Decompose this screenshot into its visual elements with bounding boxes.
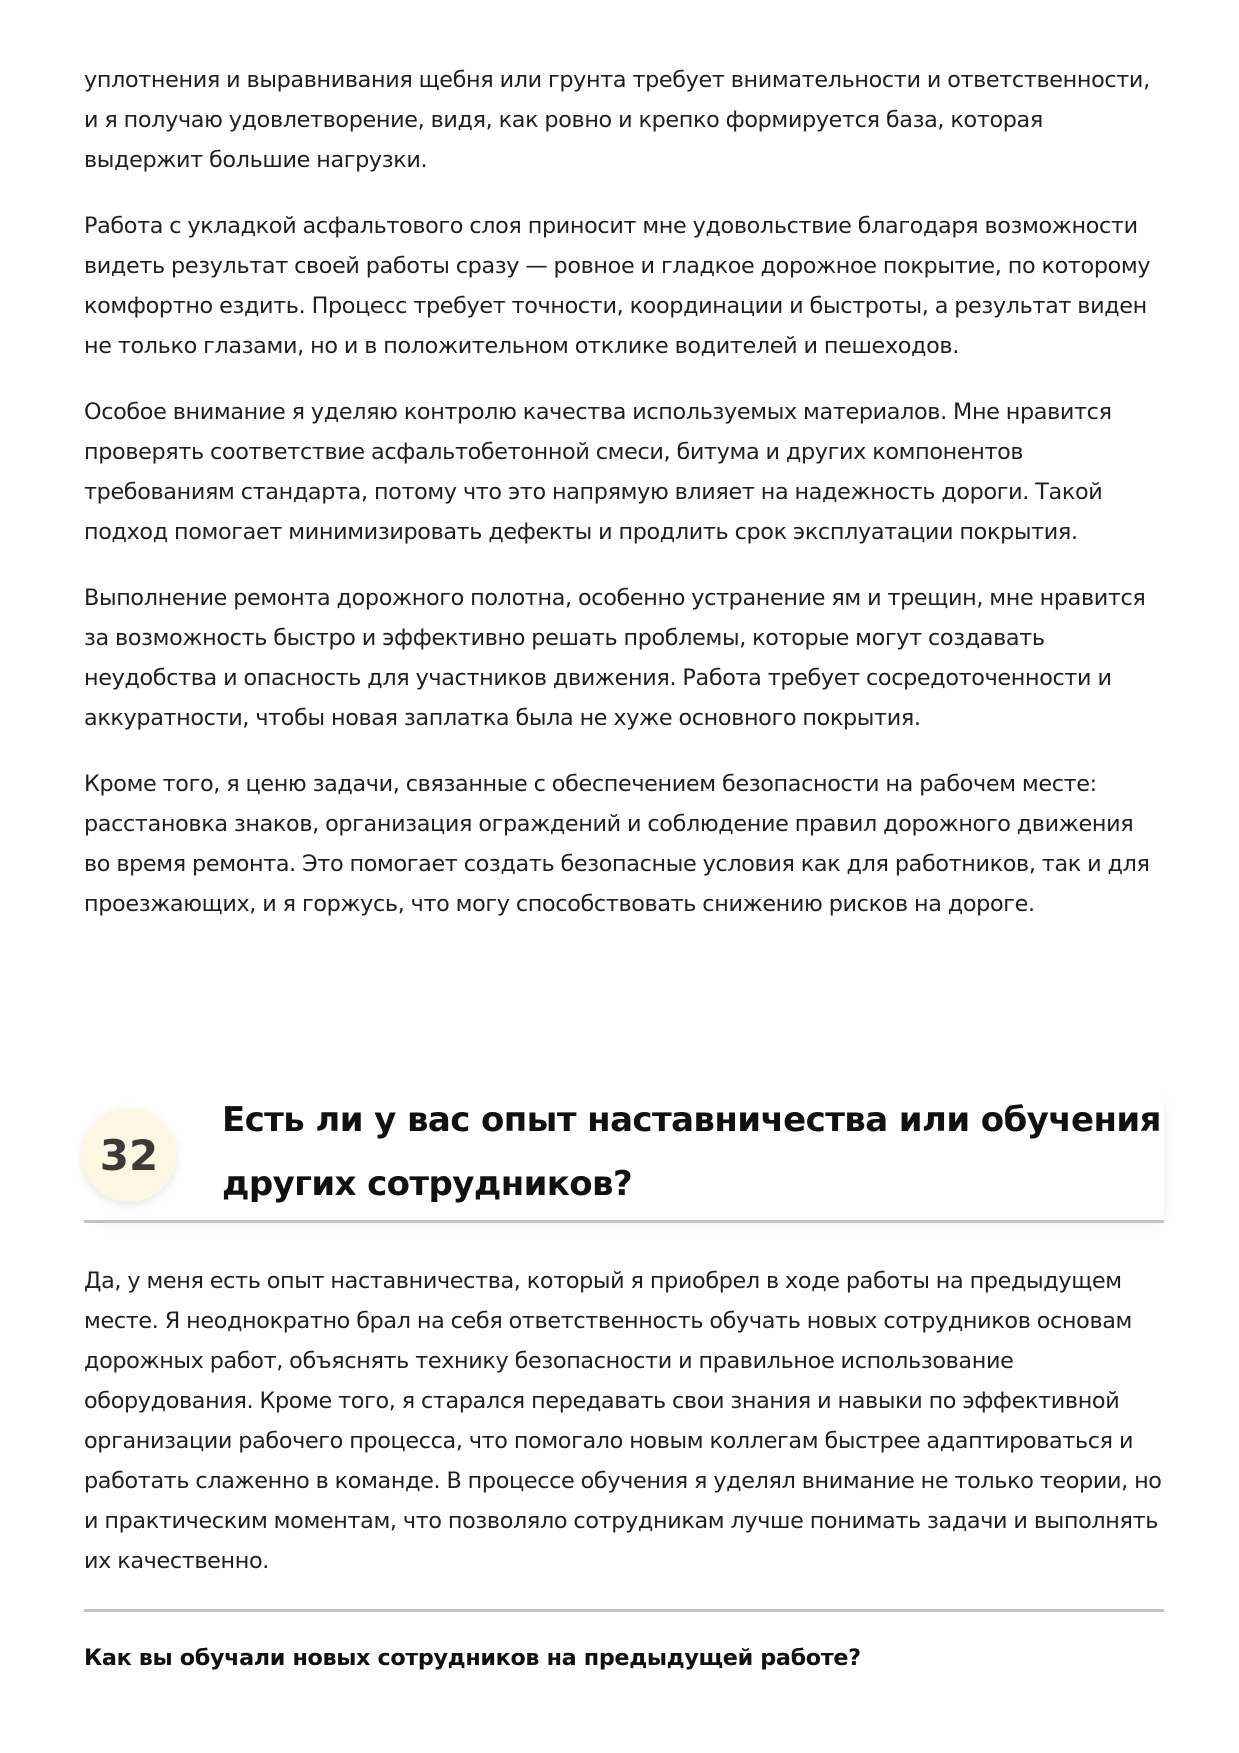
- paragraph-safety: Кроме того, я ценю задачи, связанные с обеспечением безопасности на рабочем месте: расстановка знаков, организация ограждений и соблюдение правил дорожного движения во время ремонта. Это помогает создать безопасные условия как для работников, так и для проезжающих, и я горжусь, что могу способствовать снижению рисков на дороге.: [84, 771, 1150, 917]
- question-header: [84, 1088, 1164, 1223]
- answer-block: [84, 1261, 1164, 1585]
- question-title: Есть ли у вас опыт наставничества или обучения других сотрудников?: [222, 1100, 1161, 1204]
- paragraph-quality-control: Особое внимание я уделяю контролю качества используемых материалов. Мне нравится проверять соответствие асфальтобетонной смеси, битума и других компонентов требованиям стандарта, потому что это напрямую влияет на надежность дороги. Такой подход помогает минимизировать дефекты и продлить срок эксплуатации покрытия.: [84, 399, 1112, 545]
- section-divider: [84, 1609, 1164, 1612]
- follow-up-question: Как вы обучали новых сотрудников на предыдущей работе?: [84, 1645, 861, 1671]
- paragraph-road-repair: Выполнение ремонта дорожного полотна, особенно устранение ям и трещин, мне нравится за возможность быстро и эффективно решать проблемы, которые могут создавать неудобства и опасность для участников движения. Работа требует сосредоточенности и аккуратности, чтобы новая заплатка была не хуже основного покрытия.: [84, 585, 1146, 731]
- question-number-badge: 32: [82, 1108, 176, 1202]
- paragraph-ground-compaction: уплотнения и выравнивания щебня или грунта требует внимательности и ответственности, и я получаю удовлетворение, видя, как ровно и крепко формируется база, которая выдержит большие нагрузки.: [84, 67, 1150, 173]
- paragraph-asphalt-laying: Работа с укладкой асфальтового слоя приносит мне удовольствие благодаря возможности видеть результат своей работы сразу — ровное и гладкое дорожное покрытие, по которому комфортно ездить. Процесс требует точности, координации и быстроты, а результат виден не только глазами, но и в положительном отклике водителей и пешеходов.: [84, 213, 1151, 359]
- document-page: [84, 60, 1164, 1678]
- section-spacer: [84, 950, 1164, 1088]
- answer-text: Да, у меня есть опыт наставничества, который я приобрел в ходе работы на предыдущем месте. Я неоднократно брал на себя ответственность обучать новых сотрудников основам дорожных работ, объяснять технику безопасности и правильное использование оборудования. Кроме того, я старался передавать свои знания и навыки по эффективной организации рабочего процесса, что помогало новым коллегам быстрее адаптироваться и работать слаженно в команде. В процессе обучения я уделял внимание не только теории, но и практическим моментам, что позволяло сотрудникам лучше понимать задачи и выполнять их качественно.: [84, 1268, 1162, 1574]
